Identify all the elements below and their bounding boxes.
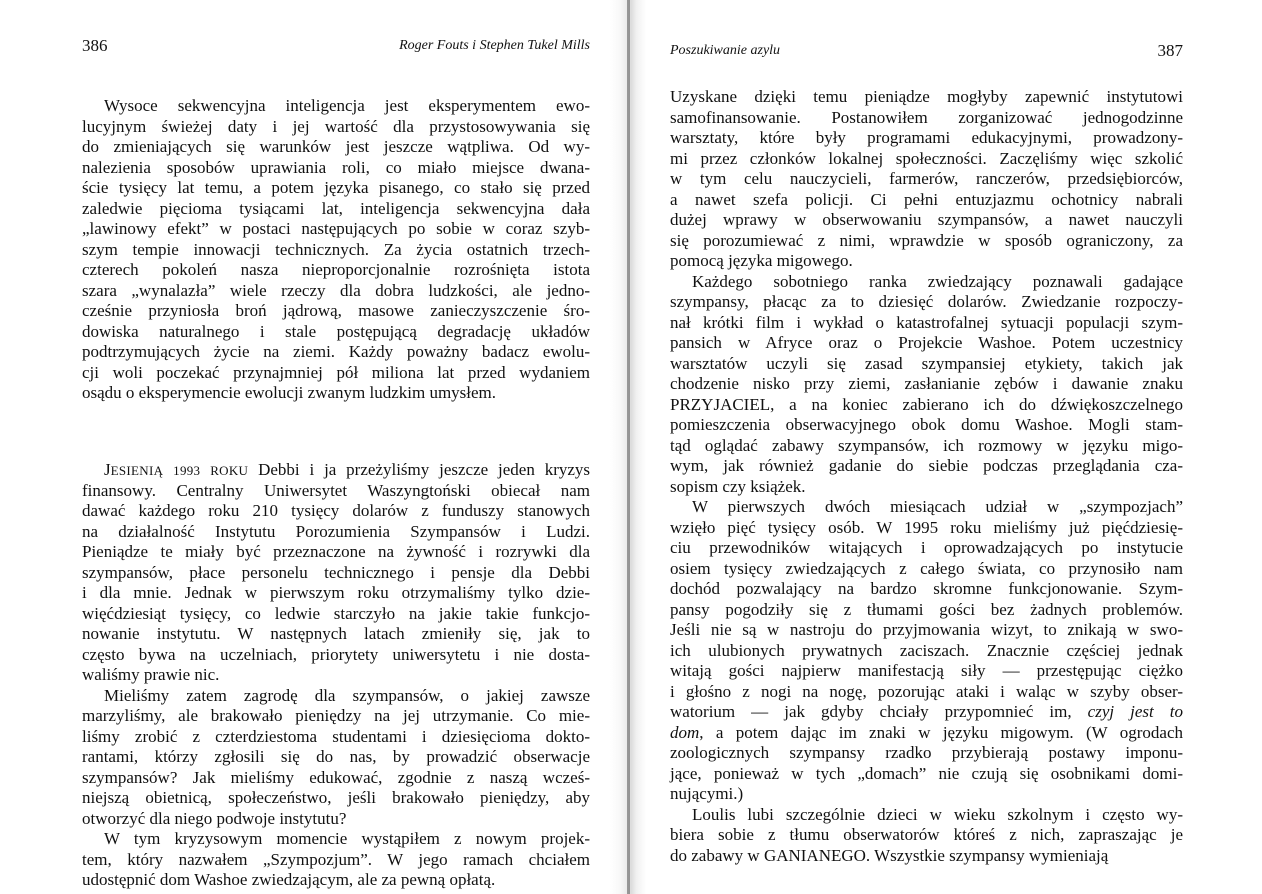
text-line: szara „wynalazła” wiele rzeczy dla dobra ludzkości, ale jedno- xyxy=(82,280,590,300)
text-line: szympansów, płace personelu technicznego i pensje dla Debbi xyxy=(82,562,590,582)
running-head: Poszukiwanie azylu xyxy=(670,43,781,58)
text-line: osiem tysięcy zwiedzających z całego świata, co przynosiło nam xyxy=(670,558,1183,578)
text-line: samofinansowanie. Postanowiłem zorganizować jednogodzinne xyxy=(670,107,1183,127)
text-line: się porozumiewać z nimi, wprawdzie w sposób ograniczony, za xyxy=(670,230,1183,250)
text-line: na działalność Instytutu Porozumienia Szympansów i Ludzi. xyxy=(82,521,590,541)
text-line: Wysoce sekwencyjna inteligencja jest eksperymentem ewo- xyxy=(104,96,590,115)
text-line: ciu przewodników witających i oprowadzających po instytucie xyxy=(670,538,1183,557)
text-line: szympansów? Jak mieliśmy edukować, zgodnie z naszą wcześ- xyxy=(82,767,590,787)
paragraph xyxy=(670,87,1183,272)
left-page-header xyxy=(82,36,590,58)
text-line: sopism czy książek. xyxy=(670,476,806,496)
text-line xyxy=(82,460,590,481)
text-line: W pierwszych dwóch miesiącach udział w „szympozjach” xyxy=(692,497,1183,516)
text-line: szympansy, płacąc za to dziesięć dolarów. Zwiedzanie rozpoczy- xyxy=(670,292,1183,311)
text-line: warsztatów uczyli się zasad szympansiej etykiety, takich jak xyxy=(670,353,1183,373)
text-line: Mieliśmy zatem zagrodę dla szympansów, o jakiej zawsze xyxy=(104,685,590,705)
paragraph xyxy=(670,272,1183,498)
line-text: , a potem dając im znaki w języku migowym. (W ogrodach xyxy=(699,722,1183,742)
book-gutter-shadow xyxy=(596,0,666,894)
text-line: ście tysięcy lat temu, a potem języka pisanego, co stało się przed xyxy=(82,178,590,197)
text-line: tąd oglądać zabawy szympansów, ich rozmowy w języku migo- xyxy=(670,435,1183,455)
text-section xyxy=(670,87,1183,866)
text-line: jące, ponieważ w tych „domach” nie czują się osobnikami domi- xyxy=(670,763,1183,783)
text-line: Każdego sobotniego ranka zwiedzający poznawali gadające xyxy=(692,271,1183,291)
text-line: wzięło pięć tysięcy osób. W 1995 roku mieliśmy już pięćdziesię- xyxy=(670,517,1183,537)
right-page-header xyxy=(670,41,1183,63)
paragraph xyxy=(670,805,1183,867)
text-line: wym, jak również gadanie do siebie podczas przeglądania cza- xyxy=(670,456,1183,475)
text-line xyxy=(670,702,1183,723)
text-line: w tym celu nauczycieli, farmerów, ranczerów, przedsiębiorców, xyxy=(670,169,1183,188)
italic-text: dom xyxy=(670,722,700,742)
text-line: liśmy zrobić z czterdziestoma studentami i dziesięcioma dokto- xyxy=(82,726,590,746)
paragraph xyxy=(82,686,590,830)
text-line: zaledwie pięcioma tysiącami lat, inteligencja sekwencyjna dała xyxy=(82,198,590,218)
line-text: watorium — jak gdyby chciały przypomnieć im, xyxy=(670,702,1088,721)
paragraph xyxy=(82,96,590,404)
text-line: i dla mnie. Jednak w pierwszym roku otrzymaliśmy tylko dzie- xyxy=(82,583,590,602)
text-line: Pieniądze te miały być przeznaczone na żywność i rozrywki dla xyxy=(82,542,590,561)
line-text: Debbi i ja przeżyliśmy jeszcze jeden kryzys xyxy=(248,460,591,479)
text-line: dawać każdego roku 210 tysięcy dolarów z funduszy stanowych xyxy=(82,501,590,520)
text-line: chodzenie nisko przy ziemi, zasłanianie zębów i dawanie znaku xyxy=(670,374,1183,393)
text-line: zoologicznych szympansy rzadko przybierają postawy imponu- xyxy=(670,743,1183,762)
text-line: Uzyskane dzięki temu pieniądze mogłyby zapewnić instytutowi xyxy=(670,87,1183,106)
text-line: nującymi.) xyxy=(670,784,744,803)
text-line: dochód pozwalający na bardzo skromne funkcjonowanie. Szym- xyxy=(670,579,1183,598)
text-section xyxy=(82,96,590,404)
text-line: PRZYJACIEL, a na koniec zabierano ich do dźwiękoszczelnego xyxy=(670,394,1183,414)
text-line: do zmieniających się warunków jest jeszcze wątpliwa. Od wy- xyxy=(82,137,590,156)
text-line: witają gości najpierw manifestacją siły — przestępując ciężko xyxy=(670,661,1183,680)
text-line: finansowy. Centralny Uniwersytet Waszyngtoński obiecał nam xyxy=(82,480,590,500)
text-line: Jeśli nie są w nastroju do przyjmowania wizyt, to znikają w swo- xyxy=(670,620,1183,639)
text-line: cześnie przyniosła broń jądrową, masowe zanieczyszczenie śro- xyxy=(82,301,590,320)
text-section xyxy=(82,460,590,891)
text-line: nalezienia sposobów uprawiania roli, co miało miejsce dwana- xyxy=(82,157,590,177)
text-line: podtrzymujących życie na ziemi. Każdy poważny badacz ewolu- xyxy=(82,342,590,361)
left-page xyxy=(82,0,590,894)
text-line: pomieszczenia obserwacyjnego obok domu Washoe. Mogli stam- xyxy=(670,415,1183,434)
text-line: pansy pogodziły się z tłumami gości bez żadnych problemów. xyxy=(670,599,1183,619)
page-number: 386 xyxy=(82,36,108,55)
text-line: otworzyć dla niego podwoje instytutu? xyxy=(82,808,347,828)
text-line: waliśmy prawie nic. xyxy=(82,665,220,684)
text-line: udostępnić dom Washoe zwiedzającym, ale za pewną opłatą. xyxy=(82,870,496,889)
text-line: i głośno z nogi na nogę, pozorując ataki i waląc w szyby obser- xyxy=(670,681,1183,701)
text-line: często bywa na uczelniach, priorytety uniwersytetu i nie dosta- xyxy=(82,644,590,664)
text-line: dowiska naturalnego i stale postępującą degradację układów xyxy=(82,321,590,341)
right-page xyxy=(670,0,1183,894)
text-line: więćdziesiąt tysięcy, co ledwie starczyło na jakie takie funkcjo- xyxy=(82,603,590,623)
text-line: warsztaty, które były programami edukacyjnymi, prowadzony- xyxy=(670,128,1183,147)
text-line: nowanie instytutu. W następnych latach zmieniły się, jak to xyxy=(82,624,590,643)
text-line: ich ulubionych prywatnych zaciszach. Znacznie częściej jednak xyxy=(670,640,1183,660)
text-line: czterech pokoleń nasza nieproporcjonalnie rozrośnięta istota xyxy=(82,260,590,279)
text-line: W tym kryzysowym momencie wystąpiłem z nowym projek- xyxy=(104,829,590,848)
text-line: pomocą języka migowego. xyxy=(670,251,853,270)
book-spine xyxy=(627,0,630,894)
text-line: „lawinowy efekt” w postaci następujących po sobie w coraz szyb- xyxy=(82,219,590,238)
paragraph xyxy=(82,829,590,891)
text-line: do zabawy w GANIANEGO. Wszystkie szympansy wymieniają xyxy=(670,845,1109,865)
text-line: lucyjnym świeżej daty i jej wartość dla przystosowywania się xyxy=(82,116,590,136)
paragraph xyxy=(670,497,1183,805)
paragraph xyxy=(82,460,590,686)
text-line: nał krótki film i wykład o katastrofalnej sytuacji populacji szym- xyxy=(670,312,1183,332)
section-lead-smallcaps: JESIENIĄ 1993 ROKU xyxy=(104,460,249,479)
text-line: tem, który nazwałem „Szympozjum”. W jego ramach chciałem xyxy=(82,849,590,869)
text-line: marzyliśmy, ale brakowało pieniędzy na jej utrzymanie. Co mie- xyxy=(82,706,590,725)
text-line: cji woli poczekać przynajmniej pół miliona lat przed wydaniem xyxy=(82,362,590,382)
text-line xyxy=(670,723,1183,744)
text-line: dużej wprawy w obserwowaniu szympansów, a nawet nauczyli xyxy=(670,210,1183,229)
running-head: Roger Fouts i Stephen Tukel Mills xyxy=(399,38,590,53)
text-line: rantami, którzy zgłosili się do nas, by prowadzić obserwacje xyxy=(82,747,590,766)
text-line: szym tempie innowacji technicznych. Za życia ostatnich trzech- xyxy=(82,239,590,259)
page-number: 387 xyxy=(1157,41,1183,60)
text-line: a nawet szefa policji. Ci pełni entuzjazmu ochotnicy nabrali xyxy=(670,189,1183,209)
text-line: mi przez członków lokalnej społeczności. Zaczęliśmy więc szkolić xyxy=(670,148,1183,168)
text-line: Loulis lubi szczególnie dzieci w wieku szkolnym i często wy- xyxy=(692,804,1183,824)
text-line: osądu o eksperymencie ewolucji zwanym ludzkim umysłem. xyxy=(82,383,497,402)
text-line: biera sobie z tłumu obserwatorów któreś z nich, zapraszając je xyxy=(670,825,1183,844)
text-line: niejszą obietnicą, społeczeństwo, jeśli brakowało pieniędzy, aby xyxy=(82,788,590,807)
italic-text: czyj jest to xyxy=(1087,702,1183,721)
text-line: pansich w Afryce oraz o Projekcie Washoe. Potem uczestnicy xyxy=(670,333,1183,352)
